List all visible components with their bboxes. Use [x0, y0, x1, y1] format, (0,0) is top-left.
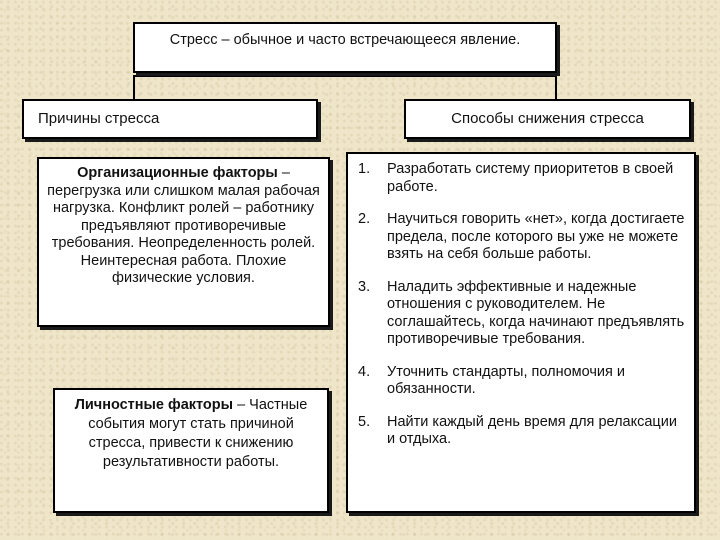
- organizational-factors-text: – перегрузка или слишком малая рабочая нагрузка. Конфликт ролей – работнику предъявляют противоречивые требования. Неопределенность ролей. Неинтересная работа. Плохие физические условия.: [47, 165, 320, 286]
- method-item: [354, 161, 686, 196]
- method-number: 5.: [358, 413, 371, 430]
- connector-horizontal: [133, 75, 557, 77]
- personal-factors-text: – Частные события могут стать причиной стресса, привести к снижению результативности работы.: [88, 397, 308, 470]
- method-text: Разработать систему приоритетов в своей работе.: [387, 161, 674, 195]
- causes-header-box: [22, 99, 318, 139]
- method-item: [354, 414, 686, 449]
- method-item: [354, 279, 686, 349]
- method-number: 4.: [358, 363, 371, 380]
- method-text: Найти каждый день время для релаксации и отдыха.: [387, 413, 677, 447]
- connector-right-drop: [555, 75, 557, 100]
- method-text: Наладить эффективные и надежные отношения с руководителем. Не соглашайтесь, когда начинают предъявлять противоречивые требования.: [387, 278, 685, 347]
- methods-header-box: [404, 99, 691, 139]
- methods-list-box: [346, 152, 696, 513]
- organizational-factors-box: [37, 157, 330, 327]
- method-text: Научиться говорить «нет», когда достигаете предела, после которого вы уже не можете взять на себя больше работы.: [387, 211, 685, 262]
- method-text: Уточнить стандарты, полномочия и обязанности.: [387, 363, 625, 397]
- method-item: [354, 364, 686, 399]
- method-number: 1.: [358, 161, 371, 177]
- methods-header-label: Способы снижения стресса: [451, 110, 644, 127]
- title-text: Стресс – обычное и часто встречающееся явление.: [169, 32, 521, 48]
- personal-factors-heading: Личностные факторы: [74, 397, 234, 413]
- connector-left-drop: [133, 75, 135, 100]
- method-number: 3.: [358, 278, 371, 295]
- title-box: [133, 22, 557, 73]
- method-item: [354, 211, 686, 264]
- causes-header-label: Причины стресса: [38, 110, 160, 127]
- personal-factors-box: [53, 388, 329, 513]
- method-number: 2.: [358, 211, 371, 227]
- organizational-factors-heading: Организационные факторы: [77, 165, 278, 181]
